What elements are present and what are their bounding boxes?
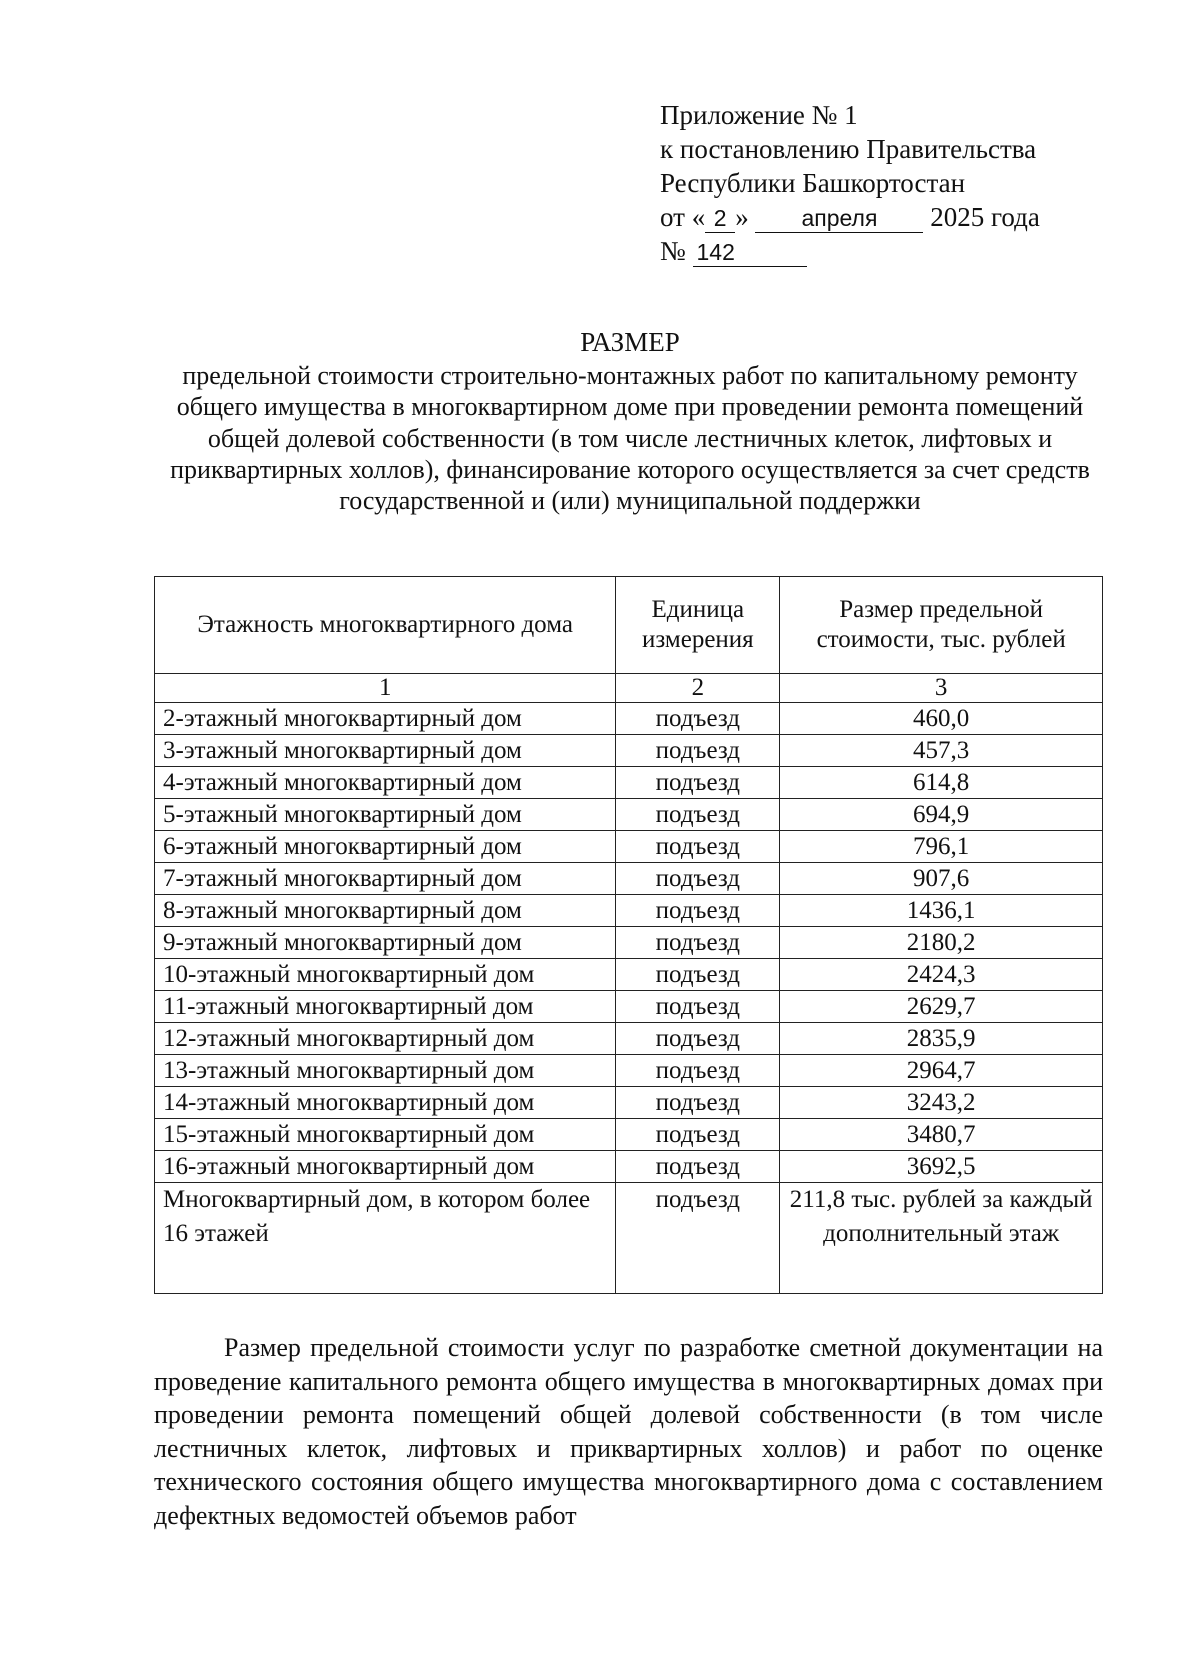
number-prefix: № bbox=[660, 236, 686, 266]
floors-cell: 16-этажный многоквартирный дом bbox=[155, 1151, 616, 1183]
unit-cell: подъезд bbox=[616, 1087, 780, 1119]
index-cell: 3 bbox=[780, 674, 1103, 703]
value-cell: 614,8 bbox=[780, 767, 1103, 799]
value-cell: 460,0 bbox=[780, 703, 1103, 735]
table-row bbox=[155, 1119, 1103, 1151]
value-cell: 3243,2 bbox=[780, 1087, 1103, 1119]
table-header-row bbox=[155, 577, 1103, 674]
floors-cell: 3-этажный многоквартирный дом bbox=[155, 735, 616, 767]
table-row bbox=[155, 767, 1103, 799]
table-row bbox=[155, 1151, 1103, 1183]
floors-cell: 8-этажный многоквартирный дом bbox=[155, 895, 616, 927]
value-cell: 2424,3 bbox=[780, 959, 1103, 991]
floors-cell: 12-этажный многоквартирный дом bbox=[155, 1023, 616, 1055]
cost-table bbox=[154, 576, 1103, 1294]
page-title: РАЗМЕР bbox=[580, 327, 680, 357]
table-row bbox=[155, 863, 1103, 895]
floors-cell: 15-этажный многоквартирный дом bbox=[155, 1119, 616, 1151]
unit-cell: подъезд bbox=[616, 767, 780, 799]
date-prefix: от « bbox=[660, 202, 706, 232]
table-row bbox=[155, 831, 1103, 863]
value-cell: 2180,2 bbox=[780, 927, 1103, 959]
date-day-handwritten: 2 bbox=[705, 204, 735, 233]
floors-cell: 9-этажный многоквартирный дом bbox=[155, 927, 616, 959]
unit-cell: подъезд bbox=[616, 1151, 780, 1183]
unit-cell: подъезд bbox=[616, 799, 780, 831]
appendix-line-2: к постановлению Правительства bbox=[660, 134, 1037, 164]
unit-cell: подъезд bbox=[616, 703, 780, 735]
floors-cell: 7-этажный многоквартирный дом bbox=[155, 863, 616, 895]
value-cell: 2835,9 bbox=[780, 1023, 1103, 1055]
value-cell: 694,9 bbox=[780, 799, 1103, 831]
unit-cell: подъезд bbox=[616, 863, 780, 895]
floors-cell: 5-этажный многоквартирный дом bbox=[155, 799, 616, 831]
value-cell: 2964,7 bbox=[780, 1055, 1103, 1087]
value-cell: 796,1 bbox=[780, 831, 1103, 863]
value-cell: 211,8 тыс. рублей за каждый дополнительный этаж bbox=[780, 1183, 1103, 1294]
floors-cell: 4-этажный многоквартирный дом bbox=[155, 767, 616, 799]
unit-cell: подъезд bbox=[616, 1023, 780, 1055]
unit-cell: подъезд bbox=[616, 927, 780, 959]
table-row bbox=[155, 735, 1103, 767]
unit-cell: подъезд bbox=[616, 1183, 780, 1294]
page-subtitle: предельной стоимости строительно-монтажных работ по капитальному ремонту общего имущества в многоквартирном доме при проведении ремонта помещений общей долевой собственности (в том числе лестничных клеток, лифтовых и приквартирных холлов), финансирование которого осуществляется за счет средств государственной и (или) муниципальной поддержки bbox=[170, 361, 1090, 516]
value-cell: 2629,7 bbox=[780, 991, 1103, 1023]
table-row bbox=[155, 799, 1103, 831]
appendix-line-1: Приложение № 1 bbox=[660, 100, 858, 130]
unit-cell: подъезд bbox=[616, 735, 780, 767]
floors-cell: 6-этажный многоквартирный дом bbox=[155, 831, 616, 863]
table-row bbox=[155, 895, 1103, 927]
table-index-row bbox=[155, 674, 1103, 703]
appendix-block bbox=[660, 98, 1040, 268]
table-row bbox=[155, 1055, 1103, 1087]
appendix-number-line bbox=[660, 234, 1040, 268]
value-cell: 457,3 bbox=[780, 735, 1103, 767]
number-handwritten: 142 bbox=[693, 238, 807, 267]
unit-cell: подъезд bbox=[616, 895, 780, 927]
header-value: Размер предельной стоимости, тыс. рублей bbox=[780, 577, 1103, 674]
table-row bbox=[155, 703, 1103, 735]
floors-cell: 2-этажный многоквартирный дом bbox=[155, 703, 616, 735]
table-row bbox=[155, 991, 1103, 1023]
floors-cell: Многоквартирный дом, в котором более 16 этажей bbox=[155, 1183, 616, 1294]
table-row bbox=[155, 959, 1103, 991]
body-paragraph: Размер предельной стоимости услуг по разработке сметной документации на проведение капитального ремонта общего имущества в многоквартирных домах при проведении ремонта помещений общей долевой собственности (в том числе лестничных клеток, лифтовых и приквартирных холлов) и работ по оценке технического состояния общего имущества многоквартирного дома с составлением дефектных ведомостей объемов работ bbox=[154, 1333, 1103, 1530]
floors-cell: 10-этажный многоквартирный дом bbox=[155, 959, 616, 991]
index-cell: 2 bbox=[616, 674, 780, 703]
date-year: 2025 года bbox=[930, 202, 1040, 232]
date-mid: » bbox=[735, 202, 749, 232]
value-cell: 907,6 bbox=[780, 863, 1103, 895]
value-cell: 3692,5 bbox=[780, 1151, 1103, 1183]
date-month-handwritten: апреля bbox=[755, 204, 923, 233]
unit-cell: подъезд bbox=[616, 991, 780, 1023]
floors-cell: 14-этажный многоквартирный дом bbox=[155, 1087, 616, 1119]
appendix-date-line bbox=[660, 200, 1040, 234]
table-row bbox=[155, 1023, 1103, 1055]
header-unit: Единица измерения bbox=[616, 577, 780, 674]
table-row-over-16 bbox=[155, 1183, 1103, 1294]
unit-cell: подъезд bbox=[616, 1119, 780, 1151]
value-cell: 1436,1 bbox=[780, 895, 1103, 927]
floors-cell: 11-этажный многоквартирный дом bbox=[155, 991, 616, 1023]
index-cell: 1 bbox=[155, 674, 616, 703]
unit-cell: подъезд bbox=[616, 1055, 780, 1087]
table-row bbox=[155, 927, 1103, 959]
unit-cell: подъезд bbox=[616, 831, 780, 863]
floors-cell: 13-этажный многоквартирный дом bbox=[155, 1055, 616, 1087]
value-cell: 3480,7 bbox=[780, 1119, 1103, 1151]
unit-cell: подъезд bbox=[616, 959, 780, 991]
header-floors: Этажность многоквартирного дома bbox=[155, 577, 616, 674]
table-row bbox=[155, 1087, 1103, 1119]
appendix-line-3: Республики Башкортостан bbox=[660, 168, 966, 198]
